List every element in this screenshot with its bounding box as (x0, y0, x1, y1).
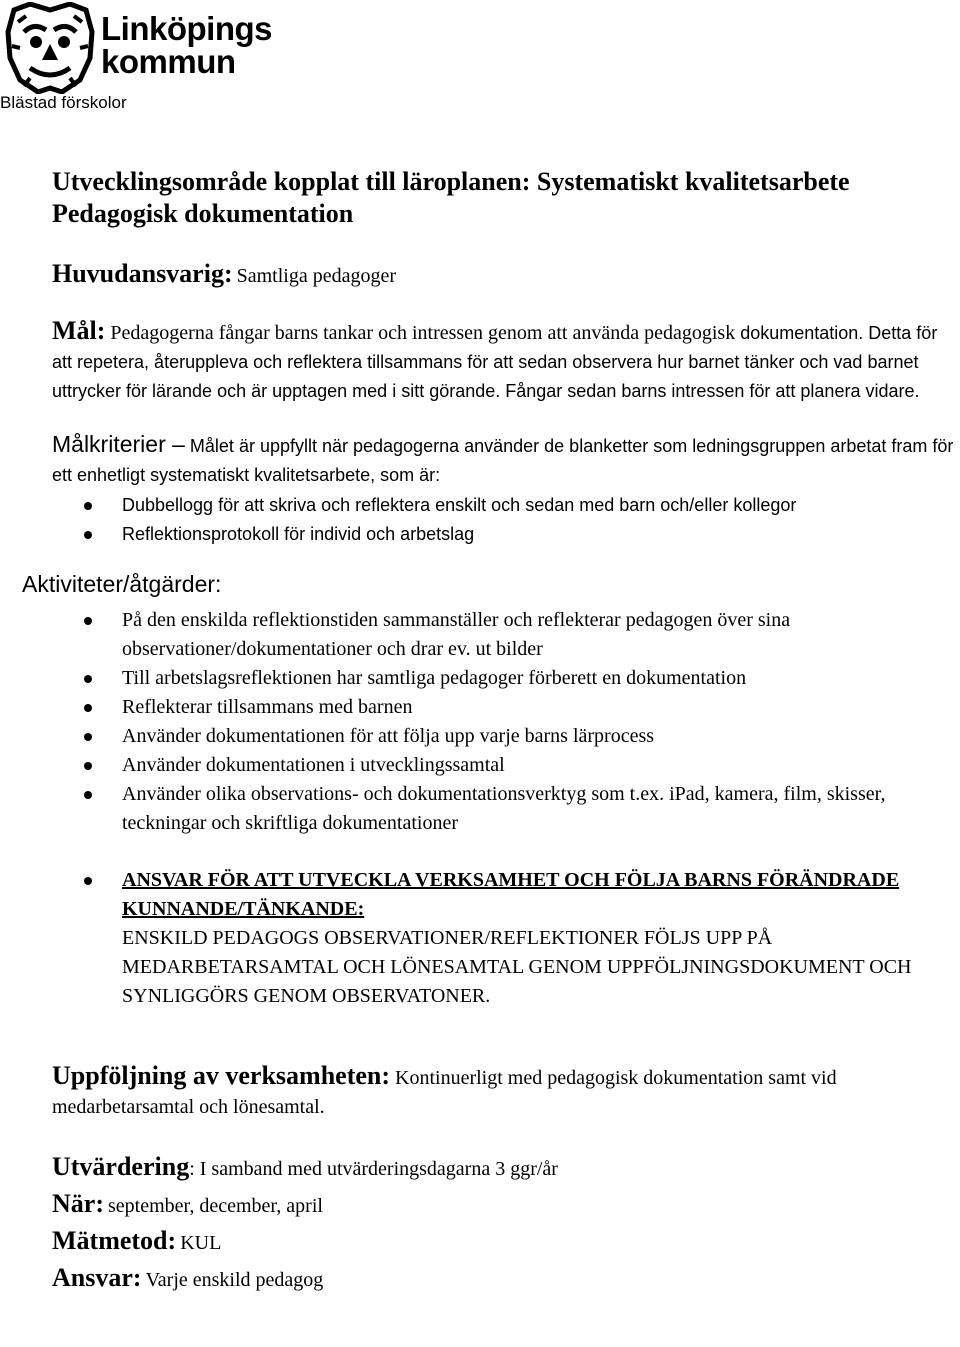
followup-label: Uppföljning av verksamheten: (52, 1061, 391, 1090)
criteria-label: Målkriterier – (52, 431, 185, 457)
list-item: Reflektionsprotokoll för individ och arbetslag (52, 520, 958, 549)
when-row (52, 1187, 958, 1224)
list-item: Använder olika observations- och dokumentationsverktyg som t.ex. iPad, kamera, film, skisser, teckningar och skriftliga dokumentationer (52, 780, 958, 838)
list-item: Dubbellogg för att skriva och reflektera enskilt och sedan med barn och/eller kollegor (52, 491, 958, 520)
list-item: Använder dokumentationen i utvecklingssamtal (52, 751, 958, 780)
owner-text: Varje enskild pedagog (145, 1269, 324, 1291)
page-title-line1: Utvecklingsområde kopplat till läroplanen: Systematiskt kvalitetsarbete (52, 167, 850, 196)
owner-label: Ansvar: (52, 1263, 142, 1292)
evaluation-row (52, 1150, 958, 1187)
goal-text-sans: dokumentation. Detta för att repetera, återuppleva och reflektera tillsammans för att sedan observera hur barnet tänker och vad barnet uttrycker för lärande och är upptagen med i sitt görande. Fångar sedan barns intressen för att planera vidare. (52, 323, 938, 401)
method-text: KUL (180, 1232, 222, 1254)
when-label: När: (52, 1189, 104, 1218)
goal-section (52, 316, 958, 406)
goal-label: Mål: (52, 316, 106, 345)
evaluation-text: : I samband med utvärderingsdagarna 3 ggr/år (189, 1158, 558, 1180)
unit-name: Blästad förskolor (0, 93, 127, 112)
page-title-line2: Pedagogisk dokumentation (52, 199, 354, 228)
when-text: september, december, april (107, 1195, 323, 1217)
criteria-list (52, 491, 958, 549)
activities-label: Aktiviteter/åtgärder: (22, 571, 222, 597)
document-body (22, 166, 958, 1298)
criteria-section (52, 430, 958, 490)
list-item: Reflekterar tillsammans med barnen (52, 693, 958, 722)
org-name (101, 12, 272, 78)
activities-heading (22, 571, 958, 598)
list-item: På den enskilda reflektionstiden sammanställer och reflekterar pedagogen över sina observationer/dokumentationer och drar ev. ut bilder (52, 606, 958, 664)
goal-text-serif: Pedagogerna fångar barns tankar och intressen genom att använda pedagogisk (110, 322, 736, 344)
list-item (52, 866, 958, 1011)
activities-list (52, 606, 958, 838)
followup-text: Kontinuerligt med pedagogisk dokumentation samt vid medarbetarsamtal och lönesamtal. (52, 1067, 837, 1118)
responsible-label: Huvudansvarig: (52, 259, 233, 288)
criteria-intro: Målet är uppfyllt när pedagogerna använder de blanketter som ledningsgruppen arbetat fram för ett enhetligt systematiskt kvalitetsarbete, som är: (52, 436, 954, 485)
responsible-value: Samtliga pedagoger (236, 265, 397, 287)
method-row (52, 1224, 958, 1261)
org-name-line2: kommun (101, 43, 236, 80)
lion-crest-icon (4, 2, 96, 94)
responsibility-list (52, 866, 958, 1011)
page-title (52, 166, 958, 230)
municipality-logo (4, 2, 304, 94)
evaluation-label: Utvärdering (52, 1152, 190, 1181)
list-item: Använder dokumentationen för att följa upp varje barns lärprocess (52, 722, 958, 751)
method-label: Mätmetod: (52, 1226, 177, 1255)
owner-row (52, 1261, 958, 1298)
list-item: Till arbetslagsreflektionen har samtliga pedagoger förberett en dokumentation (52, 664, 958, 693)
org-name-line1: Linköpings (101, 10, 272, 47)
responsibility-text: ENSKILD PEDAGOGS OBSERVATIONER/REFLEKTIONER FÖLJS UPP PÅ MEDARBETARSAMTAL OCH LÖNESAMTAL GENOM UPPFÖLJNINGSDOKUMENT OCH SYNLIGGÖRS GENOM OBSERVATONER. (122, 927, 912, 1007)
responsibility-heading: ANSVAR FÖR ATT UTVECKLA VERKSAMHET OCH FÖLJA BARNS FÖRÄNDRADE KUNNANDE/TÄNKANDE: (122, 869, 900, 920)
followup-section (52, 1061, 958, 1122)
responsible-row (52, 258, 958, 294)
